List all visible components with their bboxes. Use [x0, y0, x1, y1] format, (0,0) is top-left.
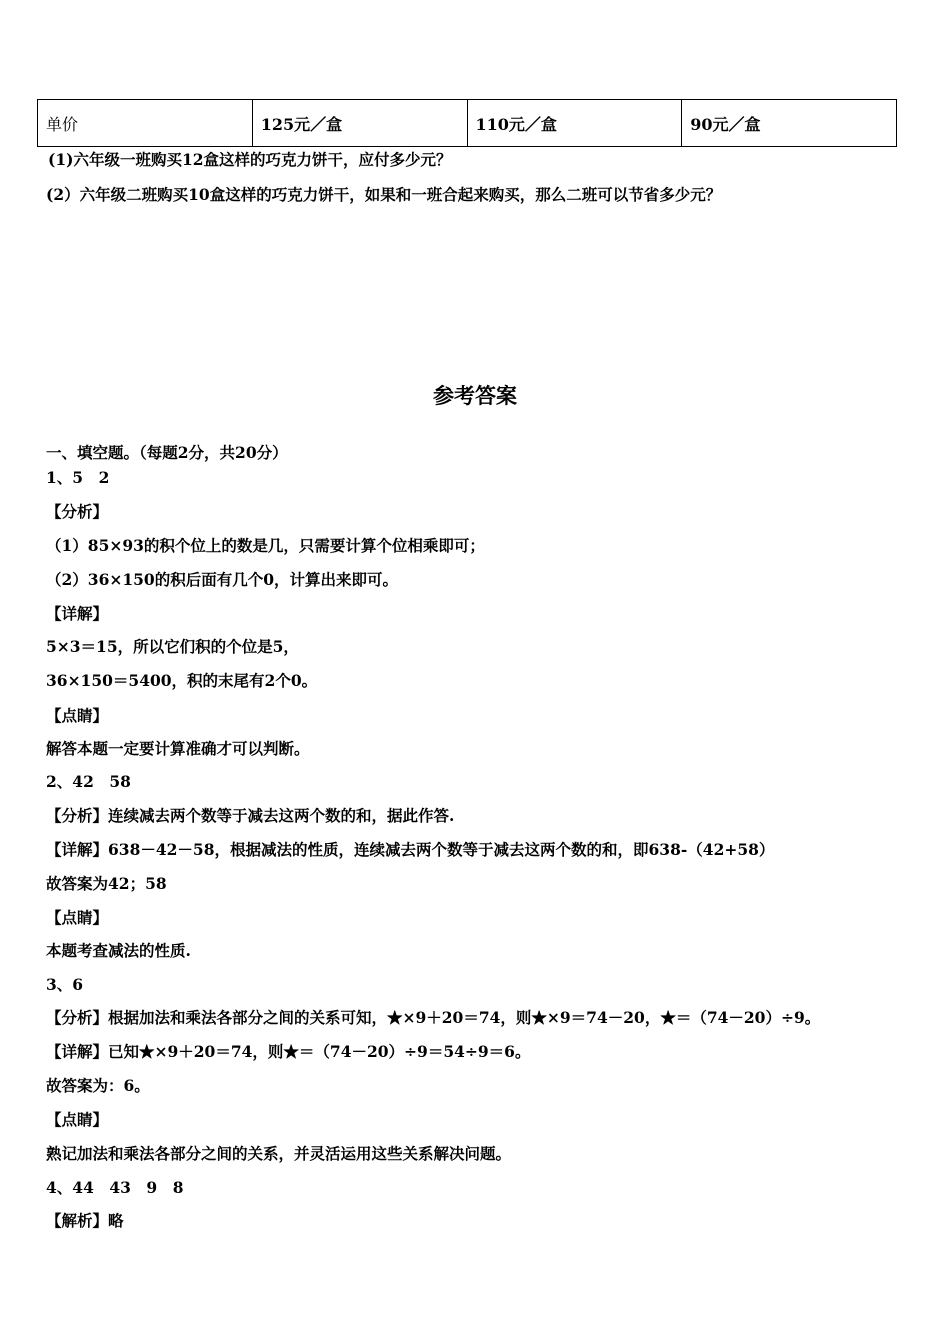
answer-line: （2）36×150的积后面有几个0，计算出来即可。	[46, 570, 398, 589]
answer-line: 【点睛】	[46, 908, 109, 927]
answer-line: 2、42 58	[46, 772, 131, 791]
price-table	[37, 99, 897, 147]
answer-line: 【分析】	[46, 502, 109, 521]
answer-line: 【解析】略	[46, 1211, 124, 1230]
answer-line: 【详解】已知★×9＋20＝74，则★＝（74－20）÷9＝54÷9＝6。	[46, 1042, 531, 1061]
table-cell: 110元／盒	[467, 100, 682, 147]
answer-line: 本题考查减法的性质.	[46, 941, 191, 960]
answer-line: 故答案为：6。	[46, 1076, 150, 1095]
answer-line: 熟记加法和乘法各部分之间的关系，并灵活运用这些关系解决问题。	[46, 1144, 512, 1163]
question-2: (2）六年级二班购买10盒这样的巧克力饼干，如果和一班合起来购买，那么二班可以节省多少元？	[46, 185, 722, 204]
answer-line: 解答本题一定要计算准确才可以判断。	[46, 739, 310, 758]
question-1: (1)六年级一班购买12盒这样的巧克力饼干，应付多少元？	[48, 150, 452, 169]
answer-line: 5×3＝15，所以它们积的个位是5，	[46, 637, 299, 656]
page-title: 参考答案	[433, 384, 517, 408]
answer-line: 【分析】根据加法和乘法各部分之间的关系可知，★×9＋20＝74，则★×9＝74－20，★＝（74－20）÷9。	[46, 1008, 821, 1027]
answer-line: 【详解】	[46, 604, 109, 623]
answer-line: 1、5 2	[46, 468, 110, 487]
answer-line: 【点睛】	[46, 706, 109, 725]
answer-line: 【点睛】	[46, 1110, 109, 1129]
section-heading: 一、填空题。（每题2分，共20分）	[46, 443, 288, 462]
table-row	[38, 100, 897, 147]
table-cell: 125元／盒	[252, 100, 467, 147]
table-cell: 90元／盒	[682, 100, 897, 147]
table-cell: 单价	[38, 100, 253, 147]
answer-line: 【详解】638－42－58，根据减法的性质，连续减去两个数等于减去这两个数的和，即638-（42+58）	[46, 840, 775, 859]
answer-line: （1）85×93的积个位上的数是几，只需要计算个位相乘即可；	[46, 536, 485, 555]
answer-line: 【分析】连续减去两个数等于减去这两个数的和，据此作答.	[46, 806, 455, 825]
answer-line: 故答案为42；58	[46, 874, 167, 893]
answer-line: 36×150＝5400，积的末尾有2个0。	[46, 671, 318, 690]
answer-line: 3、6	[46, 975, 84, 994]
answer-line: 4、44 43 9 8	[46, 1178, 184, 1197]
